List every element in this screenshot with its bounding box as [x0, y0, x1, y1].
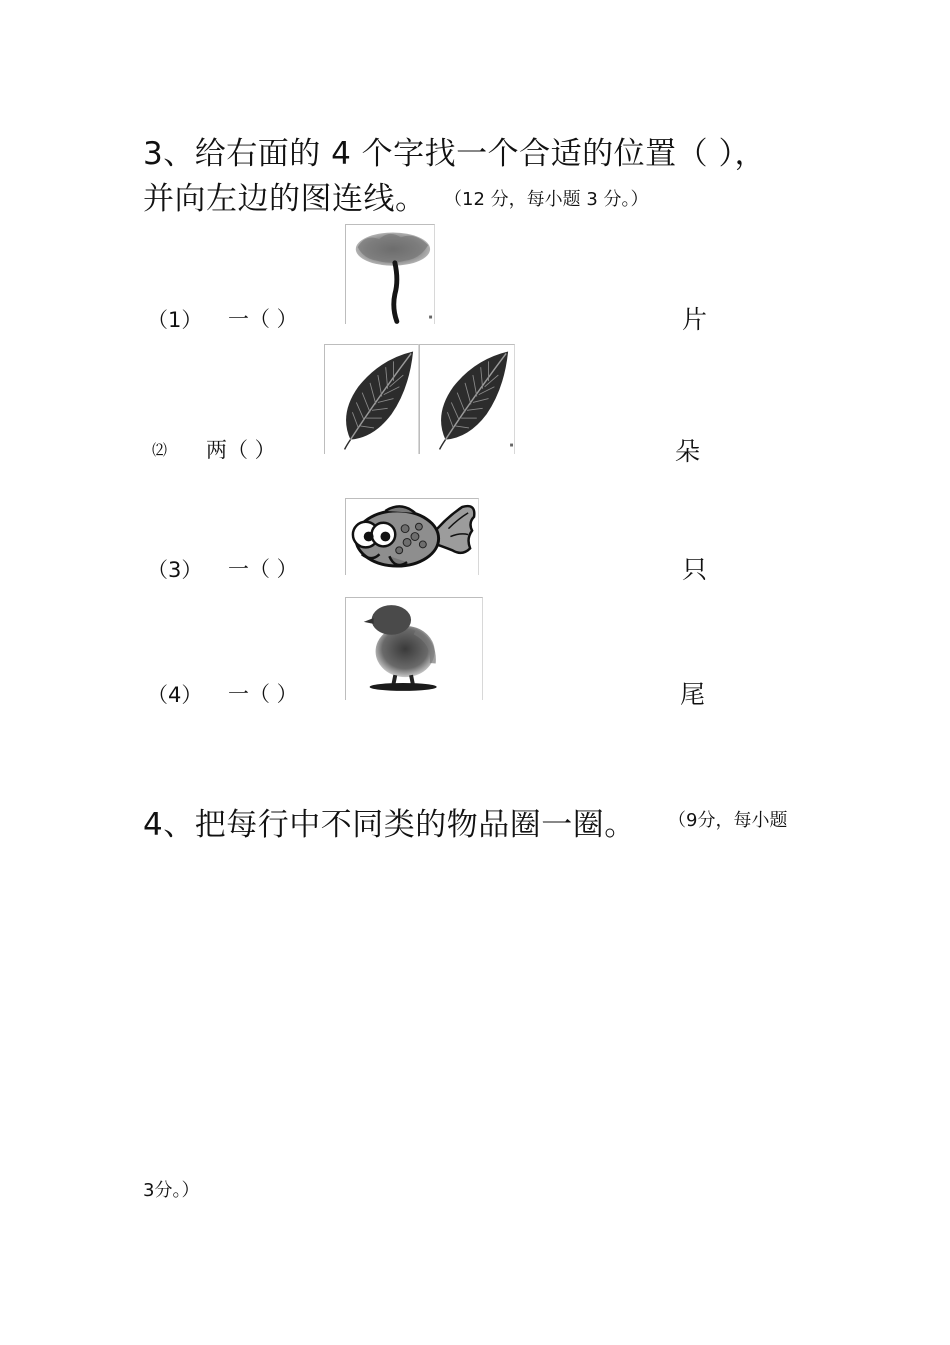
q3-item4-label: （4） [147, 683, 203, 707]
q4-title: 4、把每行中不同类的物品圈一圈。 [143, 807, 636, 843]
q3-item1-label: （1） [147, 308, 203, 332]
q4-score-note-continued: 3分。） [143, 1180, 200, 1201]
q3-title-line1: 3、给右面的 4 个字找一个合适的位置（ ）， [143, 136, 767, 172]
q3-answer-char-4: 尾 [680, 680, 706, 709]
q3-answer-char-2: 朵 [675, 437, 701, 466]
q4-score-note: （9分，每小题 [668, 810, 788, 831]
q3-item2-blank: 两（ ） [206, 438, 276, 462]
q3-answer-char-1: 片 [682, 305, 708, 334]
q3-item4-blank: 一（ ） [228, 682, 298, 706]
q3-item3-blank: 一（ ） [228, 557, 298, 581]
q3-score-note: （12 分，每小题 3 分。） [444, 189, 649, 210]
q3-answer-char-3: 只 [682, 555, 708, 584]
q3-item3-label: （3） [147, 558, 203, 582]
leaf-icon [419, 344, 515, 454]
fish-icon [345, 498, 479, 575]
bird-icon [345, 597, 483, 700]
q3-item2-label: ⑵ [152, 441, 168, 459]
q3-item1-blank: 一（ ） [228, 307, 298, 331]
q3-title-line2: 并向左边的图连线。 [143, 181, 427, 217]
leaf-icon [324, 344, 419, 454]
flower-icon [345, 224, 435, 324]
